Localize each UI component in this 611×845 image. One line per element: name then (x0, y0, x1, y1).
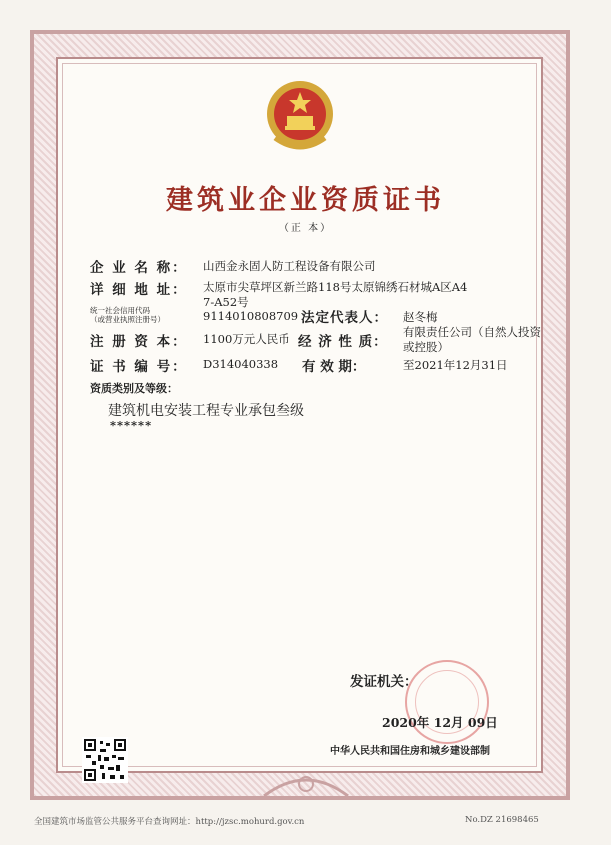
validity-label: 有 效 期： (302, 359, 366, 375)
stars-placeholder: ****** (110, 418, 153, 432)
credit-code-label-line2: （或营业执照注册号） (90, 315, 165, 324)
bottom-ornament-icon (260, 770, 352, 802)
certificate-number-value: D314040338 (203, 357, 279, 371)
company-name-value: 山西金永固人防工程设备有限公司 (203, 259, 376, 273)
company-name-label: 企 业 名 称： (90, 260, 188, 276)
economic-nature-value-line1: 有限责任公司（自然人投资 (403, 325, 541, 339)
economic-nature-label: 经 济 性 质： (298, 334, 388, 350)
certificate-number-label: 证 书 编 号： (90, 359, 188, 375)
address-label: 详 细 地 址： (90, 282, 188, 298)
credit-code-value: 9114010808709 (203, 309, 299, 323)
qualification-value: 建筑机电安装工程专业承包叁级 (108, 403, 304, 419)
economic-nature-value-line2: 或控股） (403, 340, 449, 354)
issuer-label: 发证机关： (350, 674, 418, 690)
national-emblem-icon (265, 78, 335, 152)
legal-rep-label: 法定代表人： (301, 310, 388, 326)
qualification-label: 资质类别及等级： (90, 382, 178, 395)
certificate-subtitle: （正 本） (278, 223, 333, 234)
address-value-line1: 太原市尖草坪区新兰路118号太原锦绣石材城A区A4 (203, 280, 468, 294)
certificate-title: 建筑业企业资质证书 (166, 185, 445, 216)
registered-capital-value: 1100万元人民币 (203, 332, 290, 346)
address-value-line2: 7-A52号 (203, 295, 249, 309)
official-seal-stamp (405, 660, 489, 744)
registered-capital-label: 注 册 资 本： (90, 334, 188, 350)
qr-code-icon (82, 737, 128, 783)
legal-rep-value: 赵冬梅 (403, 310, 438, 324)
issue-date: 2020年 12月 09日 (382, 715, 498, 730)
footer-query-url: 全国建筑市场监管公共服务平台查询网址：http://jzsc.mohurd.gov.cn (34, 817, 305, 827)
validity-value: 至2021年12月31日 (403, 358, 508, 372)
footer-serial-number: No.DZ 21698465 (465, 815, 539, 825)
credit-code-label-line1: 统一社会信用代码 (90, 306, 150, 315)
issuer-name: 中华人民共和国住房和城乡建设部制 (330, 746, 490, 757)
